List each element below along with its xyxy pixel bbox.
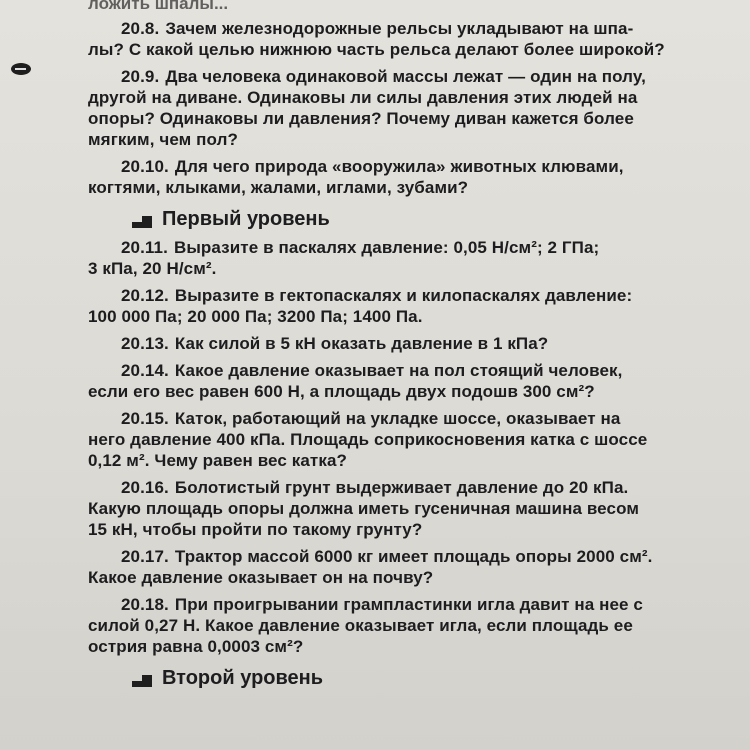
problem-line [88, 567, 738, 588]
problem-line [88, 546, 738, 567]
problem-text: опоры? Одинаковы ли давления? Почему диван кажется более [88, 109, 634, 128]
problem-text: Болотистый грунт выдерживает давление до 20 кПа. [174, 478, 629, 497]
section-heading-level2 [120, 667, 738, 690]
problem-line [88, 237, 738, 258]
problem-20.11 [88, 237, 738, 279]
problem-20.15 [88, 408, 738, 471]
problem-text: 15 кН, чтобы пройти по такому грунту? [88, 520, 423, 539]
steps-icon [120, 669, 154, 689]
problem-20.17 [88, 546, 738, 588]
problem-line [88, 450, 738, 471]
problem-line [88, 408, 738, 429]
problem-text: него давление 400 кПа. Площадь соприкосновения катка с шоссе [88, 430, 648, 449]
problem-text: силой 0,27 Н. Какое давление оказывает игла, если площадь ее [88, 616, 633, 635]
problem-line [88, 66, 738, 87]
problem-text: Какое давление оказывает на пол стоящий человек, [174, 361, 623, 380]
problem-text: Какую площадь опоры должна иметь гусеничная машина весом [88, 499, 640, 518]
problem-line [88, 108, 738, 129]
problem-text: если его вес равен 600 Н, а площадь двух подошв 300 см²? [88, 382, 595, 401]
problem-line [88, 39, 738, 60]
problem-20.13 [88, 333, 738, 354]
problem-text: При проигрывании грампластинки игла давит на нее с [174, 595, 643, 614]
problem-line [88, 477, 738, 498]
problem-text: Выразите в гектопаскалях и килопаскалях давление: [174, 286, 633, 305]
problem-line [88, 381, 738, 402]
problem-text: другой на диване. Одинаковы ли силы давления этих людей на [88, 88, 638, 107]
problem-text: острия равна 0,0003 см²? [88, 637, 304, 656]
problem-number: 20.14. [121, 361, 169, 380]
problem-text: 3 кПа, 20 Н/см². [88, 259, 217, 278]
problem-line [88, 177, 738, 198]
problem-20.16 [88, 477, 738, 540]
problem-number: 20.11. [121, 238, 168, 257]
problem-number: 20.8. [121, 19, 160, 38]
problem-text: Какое давление оказывает он на почву? [88, 568, 434, 587]
section-heading-level1 [120, 208, 738, 231]
problem-line [88, 258, 738, 279]
problem-text: Каток, работающий на укладке шоссе, оказывает на [174, 409, 621, 428]
problem-text: мягким, чем пол? [88, 130, 238, 149]
problem-line [88, 285, 738, 306]
problem-number: 20.12. [121, 286, 169, 305]
problem-20.12 [88, 285, 738, 327]
problem-line [88, 636, 738, 657]
pointing-hand-icon [10, 62, 32, 76]
section-title-level2: Второй уровень [162, 667, 324, 689]
problem-line [88, 306, 738, 327]
problem-number: 20.10. [121, 157, 169, 176]
section-title-level1: Первый уровень [162, 208, 330, 230]
problem-number: 20.13. [121, 334, 169, 353]
problems-level1 [88, 237, 738, 657]
problems-top [88, 18, 738, 198]
problem-line [88, 87, 738, 108]
problem-line [88, 333, 738, 354]
problem-line [88, 429, 738, 450]
problem-number: 20.9. [121, 67, 160, 86]
problem-20.8 [88, 18, 738, 60]
problem-line [88, 129, 738, 150]
problem-line [88, 156, 738, 177]
problem-text: Два человека одинаковой массы лежат — один на полу, [165, 67, 646, 86]
problem-text: Как силой в 5 кН оказать давление в 1 кПа? [174, 334, 549, 353]
problem-line [88, 498, 738, 519]
problem-text: когтями, клыками, жалами, иглами, зубами? [88, 178, 469, 197]
problem-20.14 [88, 360, 738, 402]
problem-text: 100 000 Па; 20 000 Па; 3200 Па; 1400 Па. [88, 307, 423, 326]
problem-number: 20.17. [121, 547, 169, 566]
problem-line [88, 360, 738, 381]
cut-off-line: ложить шпалы... [88, 0, 229, 13]
problem-text: Для чего природа «вооружила» животных клювами, [174, 157, 624, 176]
problem-number: 20.18. [121, 595, 169, 614]
problem-text: Выразите в паскалях давление: 0,05 Н/см²; 2 ГПа; [173, 238, 600, 257]
problem-text: Зачем железнодорожные рельсы укладывают на шпа- [165, 19, 634, 38]
problem-line [88, 18, 738, 39]
content-area [88, 0, 738, 696]
problem-number: 20.15. [121, 409, 169, 428]
problem-text: лы? С какой целью нижнюю часть рельса делают более широкой? [88, 40, 665, 59]
problem-line [88, 594, 738, 615]
problem-20.9 [88, 66, 738, 150]
problem-number: 20.16. [121, 478, 169, 497]
steps-icon [120, 210, 154, 230]
problem-20.10 [88, 156, 738, 198]
problem-20.18 [88, 594, 738, 657]
problem-line [88, 519, 738, 540]
problem-line [88, 615, 738, 636]
problem-text: 0,12 м². Чему равен вес катка? [88, 451, 347, 470]
problem-text: Трактор массой 6000 кг имеет площадь опоры 2000 см². [174, 547, 653, 566]
